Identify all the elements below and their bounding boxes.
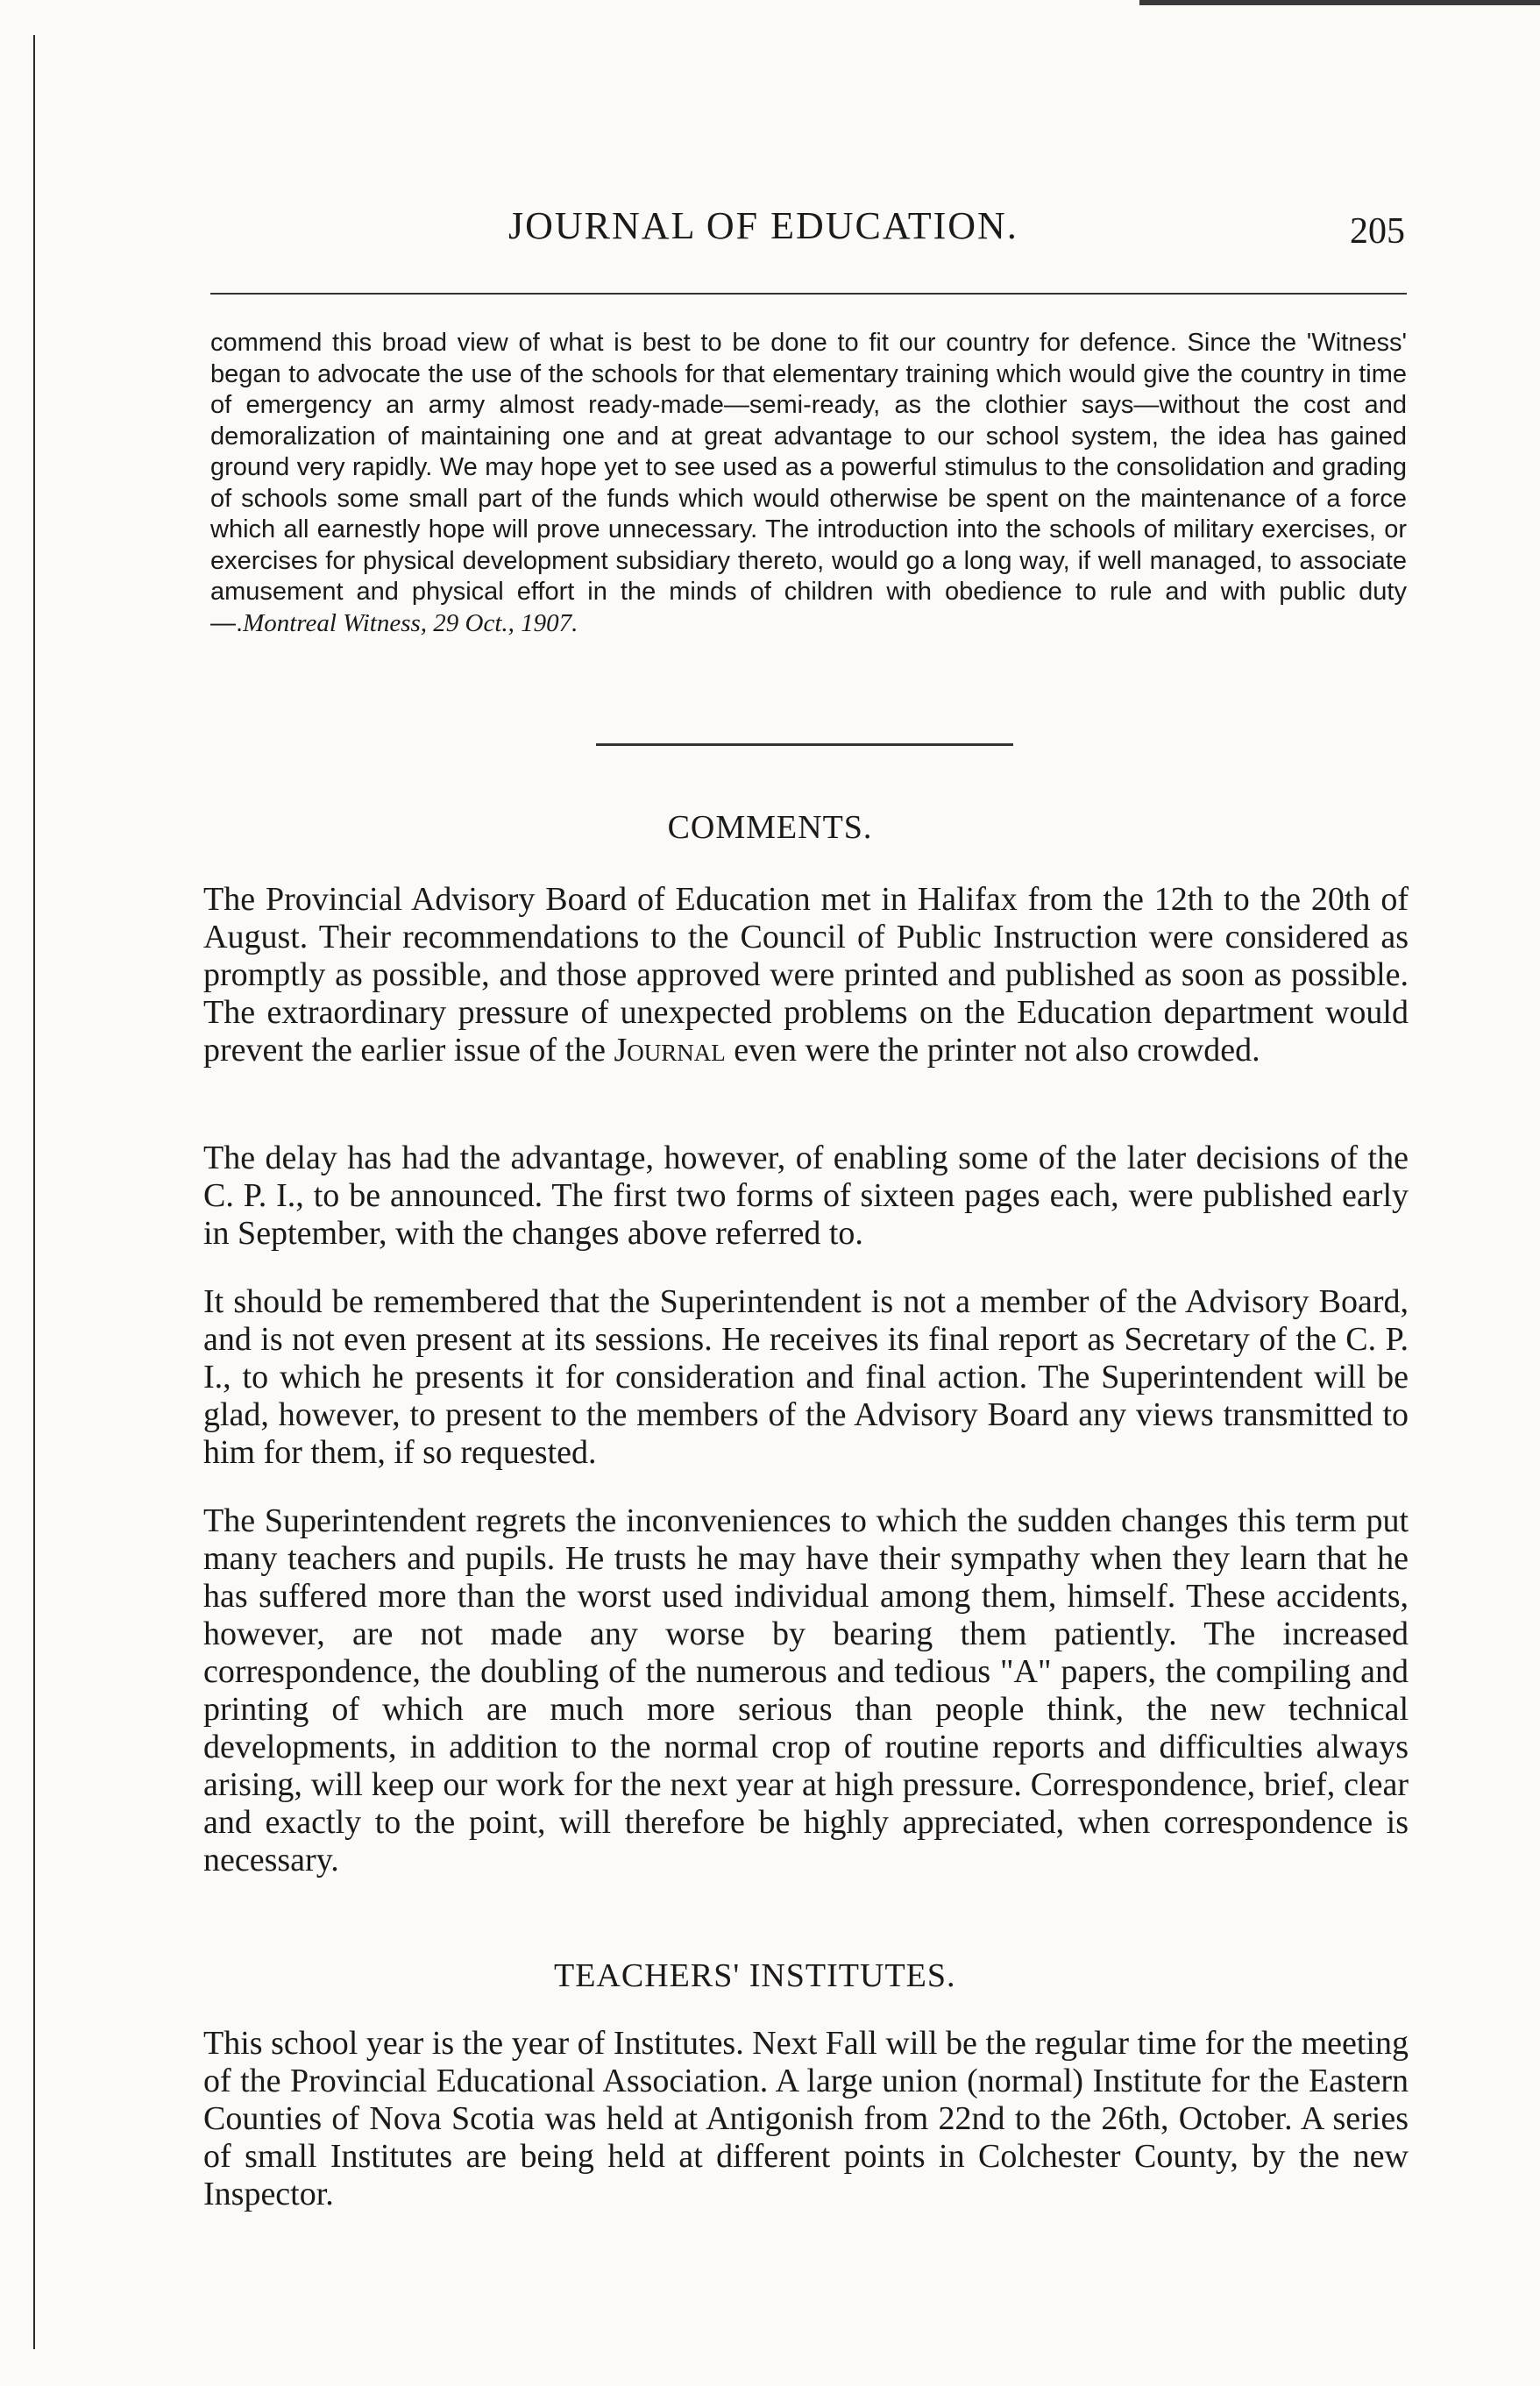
- quote-source: Montreal Witness, 29 Oct., 1907.: [243, 608, 578, 637]
- header-rule: [210, 293, 1407, 295]
- page-number: 205: [1350, 211, 1405, 252]
- section-divider: [596, 743, 1013, 746]
- journal-name: Journal: [614, 1032, 726, 1069]
- comments-paragraph-3: It should be remembered that the Superintendent is not a member of the Advisory Board, and is not even present at its sessions. He receives its final report as Secretary of the C. P. I., to which he presents it for consideration and final action. The Superintendent will be glad, however, to present to the members of the Advisory Board any views transmitted to him for them, if so requested.: [203, 1283, 1409, 1471]
- comments-paragraph-2: The delay has had the advantage, however, of enabling some of the later decisions of the C. P. I., to be announced. The first two forms of sixteen pages each, were published early in September, with the changes above referred to.: [203, 1140, 1409, 1252]
- quoted-passage-text: commend this broad view of what is best to be done to fit our country for defence. Since the 'Witness' began to advocate the use of the schools for that elementary training which would give the country in time of emergency an army almost ready-made—semi-ready, as the clothier says—without the cost and demoralization of maintaining one and at great advantage to our school system, the idea has gained ground very rapidly. We may hope yet to see used as a powerful stimulus to the consolidation and grading of schools some small part of the funds which would otherwise be spent on the maintenance of a force which all earnestly hope will prove unnecessary. The introduction into the schools of military exercises, or exercises for physical development subsidiary thereto, would go a long way, if well managed, to associate amusement and physical effort in the minds of children with obedience to rule and with public duty—.: [210, 329, 1407, 637]
- page-top-edge: [1139, 0, 1540, 5]
- binding-gutter-line: [33, 35, 35, 2349]
- comments-paragraph-1-start: The Provincial Advisory Board of Education met in Halifax from the 12th to the 20th of August. Their recommendations to the Council of Public Instruction were considered as promptly as possible, and those approved were printed and published as soon as possible. The extraordinary pressure of unexpected problems on the Education department would prevent the earlier issue of the: [203, 881, 1409, 1069]
- quoted-passage: [210, 328, 1407, 639]
- running-head: JOURNAL OF EDUCATION.: [508, 204, 1018, 247]
- comments-paragraph-4: The Superintendent regrets the inconveniences to which the sudden changes this term put many teachers and pupils. He trusts he may have their sympathy when they learn that he has suffered more than the worst used individual among them, himself. These accidents, however, are not made any worse by bearing them patiently. The increased correspondence, the doubling of the numerous and tedious "A" papers, the compiling and printing of which are much more serious than people think, the new technical developments, in addition to the normal crop of routine reports and difficulties always arising, will keep our work for the next year at high pressure. Correspondence, brief, clear and exactly to the point, will therefore be highly appreciated, when correspondence is necessary.: [203, 1502, 1409, 1878]
- comments-paragraph-1: [203, 881, 1409, 1069]
- comments-paragraph-1-end: even were the printer not also crowded.: [725, 1032, 1260, 1069]
- institutes-paragraph-1: This school year is the year of Institutes. Next Fall will be the regular time for the meeting of the Provincial Educational Association. A large union (normal) Institute for the Eastern Counties of Nova Scotia was held at Antigonish from 22nd to the 26th, October. A series of small Institutes are being held at different points in Colchester County, by the new Inspector.: [203, 2025, 1409, 2212]
- comments-heading: COMMENTS.: [667, 809, 873, 846]
- teachers-institutes-heading: TEACHERS' INSTITUTES.: [554, 1957, 956, 1994]
